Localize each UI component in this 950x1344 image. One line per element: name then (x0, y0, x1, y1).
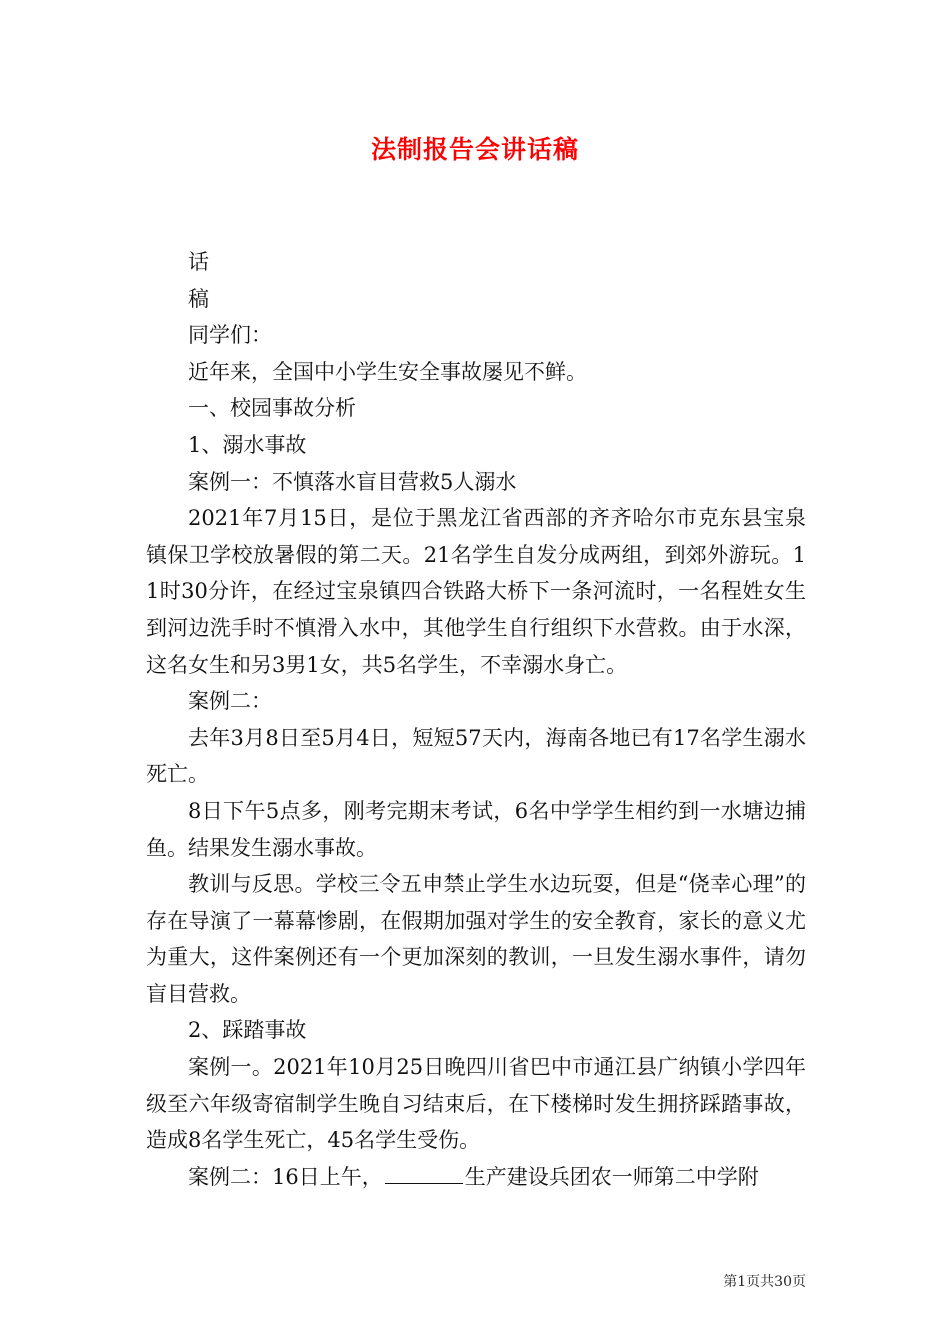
paragraph: 去年3月8日至5月4日，短短57天内，海南各地已有17名学生溺水死亡。 (146, 725, 806, 787)
section-heading: 一、校园事故分析 (188, 396, 356, 421)
paragraph-text-before-blank: 案例二：16日上午， (188, 1164, 383, 1189)
fill-in-blank (385, 1163, 463, 1184)
paragraph: 稿 (188, 286, 209, 311)
paragraph: 同学们： (188, 323, 272, 348)
paragraph: 教训与反思。学校三令五申禁止学生水边玩耍，但是“侥幸心理”的存在导演了一幕幕惨剧，在假期加强对学生的安全教育，家长的意义尤为重大，这件案例还有一个更加深刻的教训，一旦发生溺水事件，请勿盲目营救。 (146, 872, 806, 1006)
paragraph: 案例一。2021年10月25日晚四川省巴中市通江县广纳镇小学四年级至六年级寄宿制学生晚自习结束后，在下楼梯时发生拥挤踩踏事故，造成8名学生死亡，45名学生受伤。 (146, 1055, 806, 1153)
page-number-footer: 第1页共30页 (723, 1274, 806, 1290)
document-body (146, 244, 806, 1195)
paragraph-last (146, 1159, 806, 1196)
case-heading: 案例二： (188, 689, 272, 714)
paragraph: 8日下午5点多，刚考完期末考试，6名中学学生相约到一水塘边捕鱼。结果发生溺水事故。 (146, 798, 806, 860)
paragraph: 近年来，全国中小学生安全事故屡见不鲜。 (188, 359, 587, 384)
case-heading: 案例一：不慎落水盲目营救5人溺水 (188, 469, 517, 494)
paragraph: 话 (188, 250, 209, 274)
subsection-heading: 2、踩踏事故 (188, 1018, 307, 1043)
paragraph: 2021年7月15日，是位于黑龙江省西部的齐齐哈尔市克东县宝泉镇保卫学校放暑假的第二天。21名学生自发分成两组，到郊外游玩。11时30分许，在经过宝泉镇四合铁路大桥下一条河流时，一名程姓女生到河边洗手时不慎滑入水中，其他学生自行组织下水营救。由于水深，这名女生和另3男1女，共5名学生，不幸溺水身亡。 (146, 506, 806, 677)
paragraph-text-after-blank: 生产建设兵团农一师第二中学附 (464, 1164, 759, 1189)
subsection-heading: 1、溺水事故 (188, 432, 307, 457)
document-title: 法制报告会讲话稿 (370, 135, 579, 164)
